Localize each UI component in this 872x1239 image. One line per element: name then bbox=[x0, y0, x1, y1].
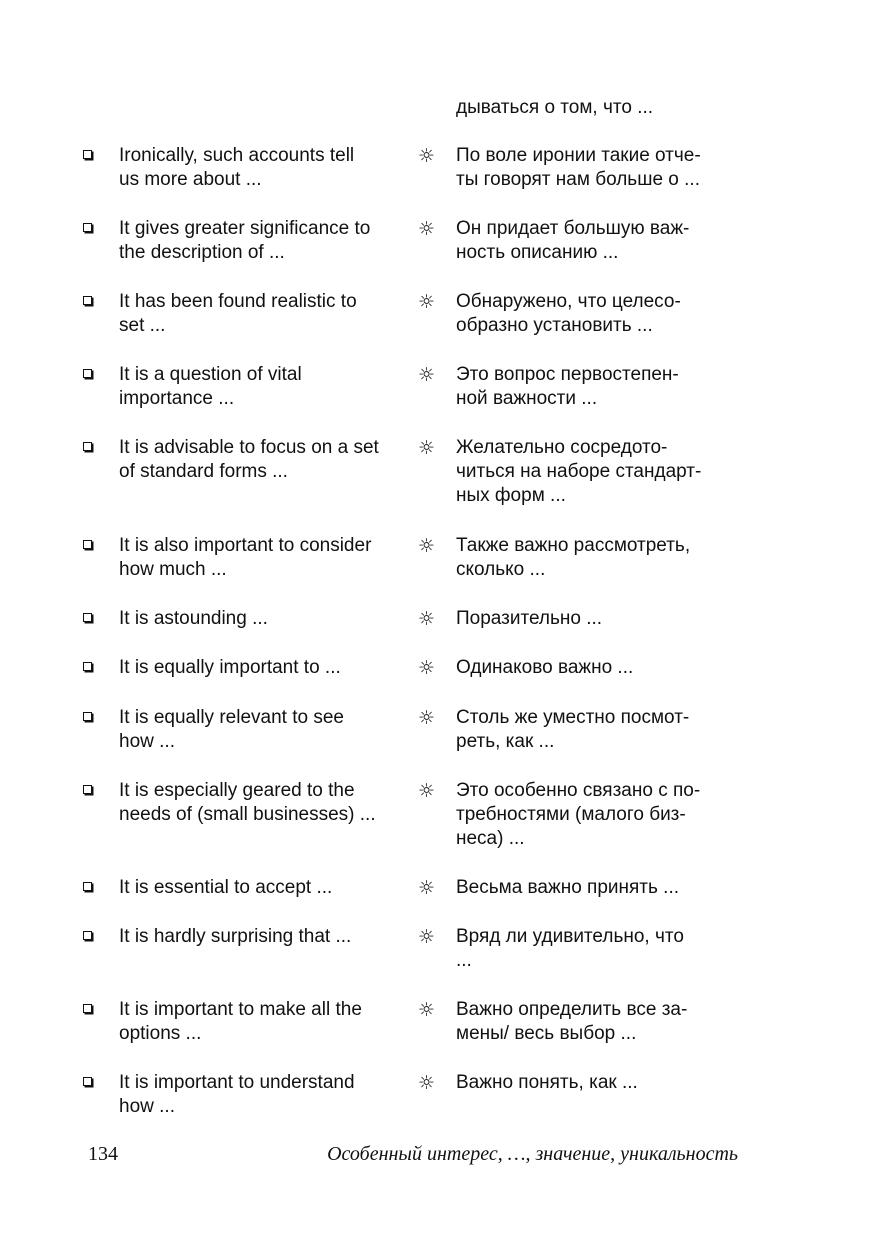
english-phrase: It is essential to accept ... bbox=[119, 877, 333, 898]
sun-icon: ☼ bbox=[418, 535, 436, 557]
sun-icon: ☼ bbox=[418, 364, 436, 386]
english-phrase: It is important to make all the options ... bbox=[119, 999, 362, 1044]
checkbox-icon bbox=[83, 1004, 92, 1013]
checkbox-icon bbox=[83, 1077, 92, 1086]
russian-translation: Столь же уместно посмот- реть, как ... bbox=[456, 707, 690, 752]
sun-icon: ☼ bbox=[418, 877, 436, 899]
running-title: Особенный интерес, …, значение, уникальность bbox=[327, 1143, 738, 1165]
english-phrase: Ironically, such accounts tell us more about ... bbox=[119, 145, 355, 190]
checkbox-icon bbox=[83, 785, 92, 794]
english-phrase: It is equally relevant to see how ... bbox=[119, 707, 344, 752]
sun-icon: ☼ bbox=[418, 437, 436, 459]
continued-translation-text: дываться о том, что ... bbox=[456, 97, 654, 118]
sun-icon: ☼ bbox=[418, 218, 436, 240]
sun-icon: ☼ bbox=[418, 999, 436, 1021]
russian-translation: Это вопрос первостепен- ной важности ... bbox=[456, 364, 679, 409]
sun-icon: ☼ bbox=[418, 608, 436, 630]
sun-icon: ☼ bbox=[418, 926, 436, 948]
russian-translation: По воле иронии такие отче- ты говорят нам больше о ... bbox=[456, 145, 701, 190]
sun-icon: ☼ bbox=[418, 780, 436, 802]
checkbox-icon bbox=[83, 369, 92, 378]
russian-translation: Это особенно связано с по- требностями (малого биз- неса) ... bbox=[456, 780, 701, 849]
english-phrase: It is hardly surprising that ... bbox=[119, 926, 352, 947]
checkbox-icon bbox=[83, 712, 92, 721]
russian-translation: Важно понять, как ... bbox=[456, 1072, 638, 1093]
russian-translation: Вряд ли удивительно, что ... bbox=[456, 926, 684, 971]
checkbox-icon bbox=[83, 540, 92, 549]
english-phrase: It is astounding ... bbox=[119, 608, 268, 629]
sun-icon: ☼ bbox=[418, 145, 436, 167]
english-phrase: It is also important to consider how much ... bbox=[119, 535, 372, 580]
english-phrase: It gives greater significance to the description of ... bbox=[119, 218, 371, 263]
page-number: 134 bbox=[88, 1143, 118, 1165]
checkbox-icon bbox=[83, 442, 92, 451]
checkbox-icon bbox=[83, 150, 92, 159]
checkbox-icon bbox=[83, 882, 92, 891]
sun-icon: ☼ bbox=[418, 707, 436, 729]
russian-translation: Поразительно ... bbox=[456, 608, 603, 629]
english-phrase: It is a question of vital importance ... bbox=[119, 364, 302, 409]
sun-icon: ☼ bbox=[418, 291, 436, 313]
russian-translation: Также важно рассмотреть, сколько ... bbox=[456, 535, 691, 580]
russian-translation: Одинаково важно ... bbox=[456, 657, 634, 678]
checkbox-icon bbox=[83, 613, 92, 622]
checkbox-icon bbox=[83, 223, 92, 232]
english-phrase: It is important to understand how ... bbox=[119, 1072, 355, 1117]
russian-translation: Весьма важно принять ... bbox=[456, 877, 680, 898]
checkbox-icon bbox=[83, 662, 92, 671]
russian-translation: Он придает большую важ- ность описанию ... bbox=[456, 218, 690, 263]
checkbox-icon bbox=[83, 296, 92, 305]
sun-icon: ☼ bbox=[418, 1072, 436, 1094]
russian-translation: Обнаружено, что целесо- образно установить ... bbox=[456, 291, 681, 336]
russian-translation: Желательно сосредото- читься на наборе стандарт- ных форм ... bbox=[456, 437, 702, 506]
sun-icon: ☼ bbox=[418, 657, 436, 679]
english-phrase: It is advisable to focus on a set of standard forms ... bbox=[119, 437, 379, 482]
checkbox-icon bbox=[83, 931, 92, 940]
english-phrase: It has been found realistic to set ... bbox=[119, 291, 357, 336]
english-phrase: It is equally important to ... bbox=[119, 657, 341, 678]
russian-translation: Важно определить все за- мены/ весь выбор ... bbox=[456, 999, 688, 1044]
english-phrase: It is especially geared to the needs of (small businesses) ... bbox=[119, 780, 376, 825]
